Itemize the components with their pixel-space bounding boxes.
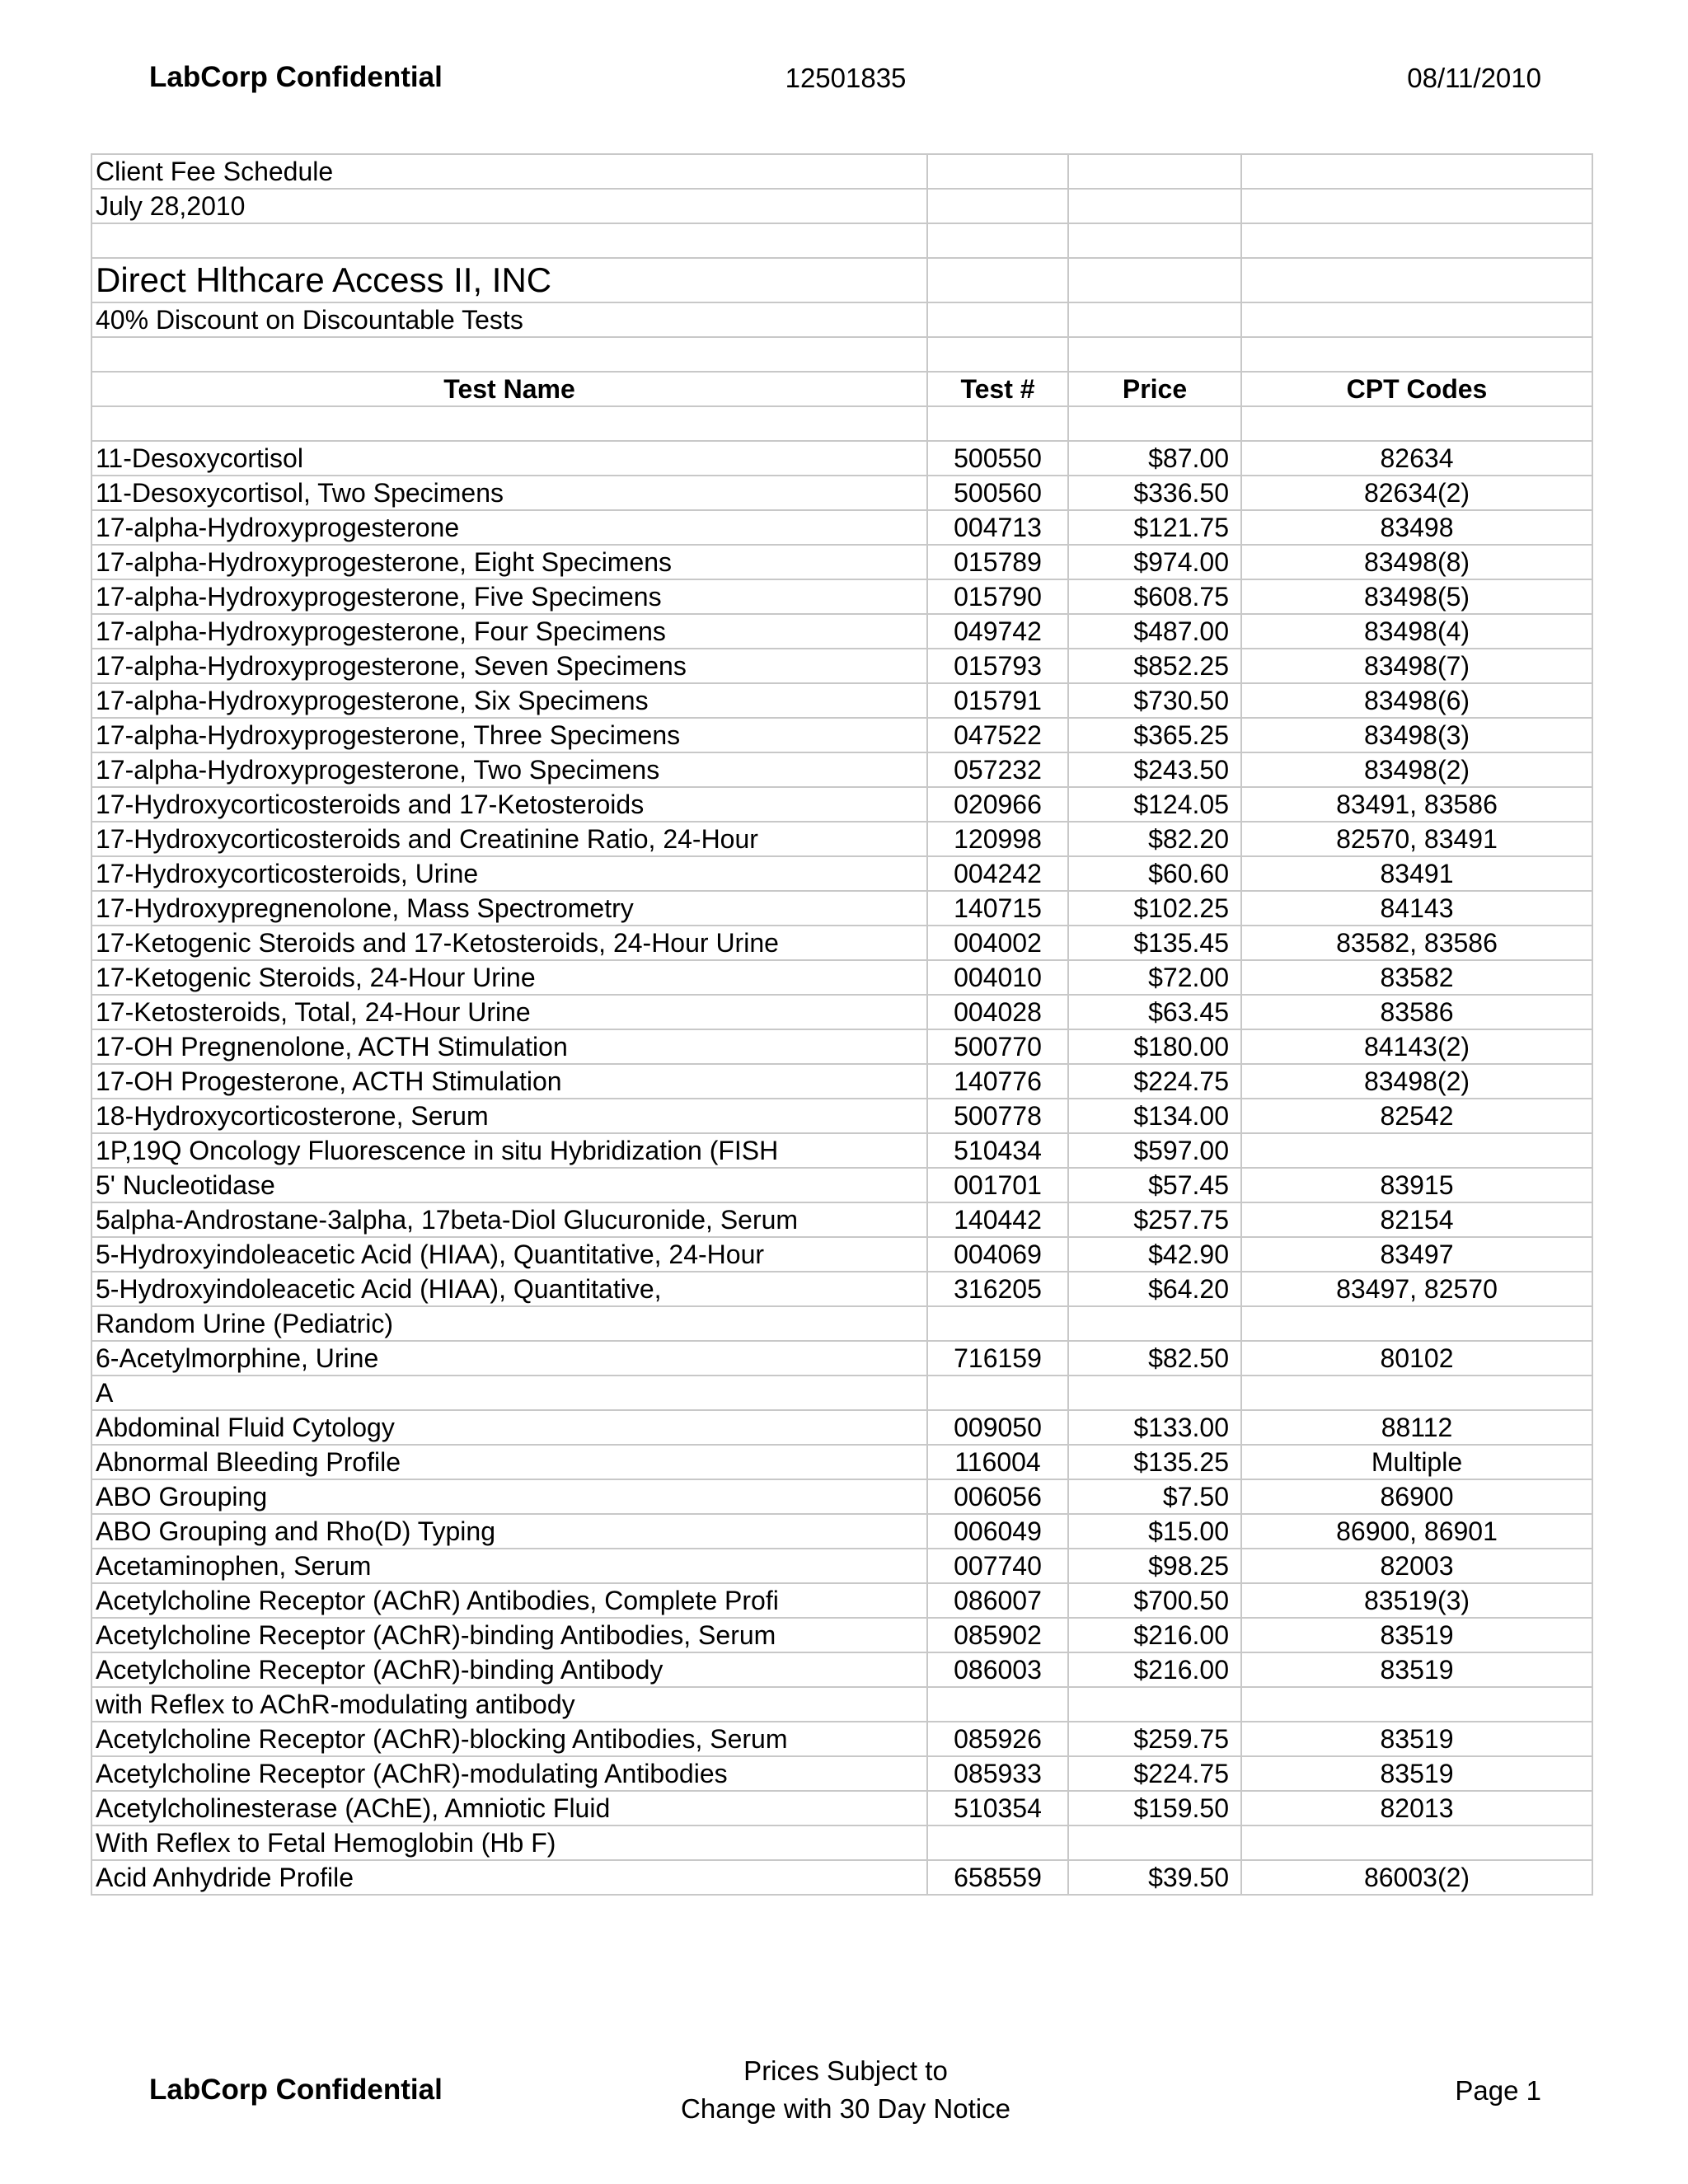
cell-price: $243.50 (1068, 752, 1241, 787)
fee-schedule-table (91, 153, 1593, 1896)
cell-price: $15.00 (1068, 1514, 1241, 1549)
cell-cpt-codes: 83519 (1241, 1618, 1592, 1652)
cell-cpt-codes (1241, 1133, 1592, 1168)
cell-test-number: 015789 (927, 545, 1068, 579)
table-row (91, 614, 1592, 649)
cell-cpt-codes: 83491 (1241, 856, 1592, 891)
cell-price (1068, 1306, 1241, 1341)
cell-test-number: 004028 (927, 995, 1068, 1029)
cell-test-name: Acetylcholine Receptor (AChR)-binding Antibody (91, 1652, 927, 1687)
table-row (91, 926, 1592, 960)
cell-test-number: 658559 (927, 1860, 1068, 1895)
cell-test-number: 085902 (927, 1618, 1068, 1652)
cell-cpt-codes: 86900 (1241, 1479, 1592, 1514)
cell-test-number (927, 1825, 1068, 1860)
cell-test-name: Acid Anhydride Profile (91, 1860, 927, 1895)
discount-note: 40% Discount on Discountable Tests (91, 302, 927, 337)
cell-test-name: Random Urine (Pediatric) (91, 1306, 927, 1341)
cell-test-number: 510354 (927, 1791, 1068, 1825)
cell-cpt-codes: 83497 (1241, 1237, 1592, 1272)
cell-cpt-codes: 83519 (1241, 1652, 1592, 1687)
cell-cpt-codes: 84143 (1241, 891, 1592, 926)
cell-price: $60.60 (1068, 856, 1241, 891)
cell-cpt-codes: 84143(2) (1241, 1029, 1592, 1064)
intro-row-client (91, 258, 1592, 302)
cell-test-name: 5-Hydroxyindoleacetic Acid (HIAA), Quantitative, (91, 1272, 927, 1306)
table-row (91, 1687, 1592, 1722)
table-row (91, 960, 1592, 995)
table-row (91, 1756, 1592, 1791)
cell-test-name: 5-Hydroxyindoleacetic Acid (HIAA), Quantitative, 24-Hour (91, 1237, 927, 1272)
cell-test-number (927, 1687, 1068, 1722)
cell-price: $134.00 (1068, 1099, 1241, 1133)
table-row (91, 1860, 1592, 1895)
footer-notice-line2: Change with 30 Day Notice (681, 2093, 1010, 2124)
cell-test-number: 007740 (927, 1549, 1068, 1583)
column-header-test-number: Test # (927, 372, 1068, 406)
cell-price (1068, 1825, 1241, 1860)
cell-test-number: 015791 (927, 683, 1068, 718)
cell-price: $98.25 (1068, 1549, 1241, 1583)
column-header-test-name: Test Name (91, 372, 927, 406)
intro-row-discount (91, 302, 1592, 337)
cell-test-name: 17-alpha-Hydroxyprogesterone, Five Specimens (91, 579, 927, 614)
blank-row (91, 406, 1592, 441)
cell-cpt-codes: 86003(2) (1241, 1860, 1592, 1895)
cell-cpt-codes (1241, 1376, 1592, 1410)
table-row (91, 1064, 1592, 1099)
cell-cpt-codes: 83915 (1241, 1168, 1592, 1202)
cell-price: $224.75 (1068, 1756, 1241, 1791)
cell-cpt-codes: 83491, 83586 (1241, 787, 1592, 822)
cell-price: $487.00 (1068, 614, 1241, 649)
cell-cpt-codes: 82013 (1241, 1791, 1592, 1825)
cell-test-number: 316205 (927, 1272, 1068, 1306)
cell-cpt-codes: 83586 (1241, 995, 1592, 1029)
cell-cpt-codes: Multiple (1241, 1445, 1592, 1479)
cell-price: $259.75 (1068, 1722, 1241, 1756)
cell-cpt-codes: 83498(5) (1241, 579, 1592, 614)
cell-test-name: 17-alpha-Hydroxyprogesterone, Six Specimens (91, 683, 927, 718)
cell-price (1068, 1687, 1241, 1722)
header-date: 08/11/2010 (1407, 63, 1541, 93)
cell-cpt-codes: 83497, 82570 (1241, 1272, 1592, 1306)
cell-cpt-codes: 83498 (1241, 510, 1592, 545)
cell-test-name: 17-alpha-Hydroxyprogesterone, Three Specimens (91, 718, 927, 752)
cell-test-number: 015790 (927, 579, 1068, 614)
cell-test-name: 17-alpha-Hydroxyprogesterone, Four Specimens (91, 614, 927, 649)
cell-test-name: 17-alpha-Hydroxyprogesterone, Seven Specimens (91, 649, 927, 683)
table-row (91, 1376, 1592, 1410)
table-row (91, 683, 1592, 718)
table-row (91, 1168, 1592, 1202)
cell-price: $700.50 (1068, 1583, 1241, 1618)
cell-test-name: 11-Desoxycortisol, Two Specimens (91, 476, 927, 510)
cell-cpt-codes: 83582 (1241, 960, 1592, 995)
cell-price: $57.45 (1068, 1168, 1241, 1202)
cell-price: $159.50 (1068, 1791, 1241, 1825)
cell-cpt-codes: 82634(2) (1241, 476, 1592, 510)
cell-cpt-codes: 80102 (1241, 1341, 1592, 1376)
cell-test-number: 015793 (927, 649, 1068, 683)
cell-test-number: 500778 (927, 1099, 1068, 1133)
cell-test-name: 17-alpha-Hydroxyprogesterone, Eight Specimens (91, 545, 927, 579)
table-row (91, 441, 1592, 476)
cell-test-number: 006049 (927, 1514, 1068, 1549)
table-row (91, 1099, 1592, 1133)
cell-test-number: 116004 (927, 1445, 1068, 1479)
column-header-row (91, 372, 1592, 406)
schedule-title: Client Fee Schedule (91, 154, 927, 189)
cell-test-name: 5alpha-Androstane-3alpha, 17beta-Diol Glucuronide, Serum (91, 1202, 927, 1237)
cell-test-number: 086007 (927, 1583, 1068, 1618)
table-row (91, 1514, 1592, 1549)
cell-test-name: ABO Grouping (91, 1479, 927, 1514)
cell-cpt-codes: 83498(3) (1241, 718, 1592, 752)
cell-test-number: 004242 (927, 856, 1068, 891)
cell-test-number: 086003 (927, 1652, 1068, 1687)
table-row (91, 1202, 1592, 1237)
cell-test-number: 140715 (927, 891, 1068, 926)
cell-cpt-codes (1241, 1687, 1592, 1722)
cell-price (1068, 1376, 1241, 1410)
cell-test-name: Acetylcholine Receptor (AChR)-blocking Antibodies, Serum (91, 1722, 927, 1756)
cell-test-name: 17-Hydroxypregnenolone, Mass Spectrometry (91, 891, 927, 926)
cell-test-number: 004069 (927, 1237, 1068, 1272)
cell-test-name: Acetylcholine Receptor (AChR)-binding Antibodies, Serum (91, 1618, 927, 1652)
cell-price: $224.75 (1068, 1064, 1241, 1099)
cell-cpt-codes: 83519(3) (1241, 1583, 1592, 1618)
cell-test-number: 085926 (927, 1722, 1068, 1756)
cell-cpt-codes: 83498(2) (1241, 1064, 1592, 1099)
cell-test-name: 5' Nucleotidase (91, 1168, 927, 1202)
header-account-number: 12501835 (785, 63, 907, 93)
cell-cpt-codes (1241, 1825, 1592, 1860)
footer-confidential-label: LabCorp Confidential (149, 2074, 443, 2106)
cell-test-number: 004713 (927, 510, 1068, 545)
cell-test-name: With Reflex to Fetal Hemoglobin (Hb F) (91, 1825, 927, 1860)
cell-cpt-codes: 83582, 83586 (1241, 926, 1592, 960)
intro-row-date (91, 189, 1592, 223)
cell-cpt-codes: 82542 (1241, 1099, 1592, 1133)
table-row (91, 649, 1592, 683)
cell-price: $7.50 (1068, 1479, 1241, 1514)
cell-test-name: Acetylcholine Receptor (AChR) Antibodies, Complete Profi (91, 1583, 927, 1618)
intro-row-title (91, 154, 1592, 189)
table-row (91, 856, 1592, 891)
cell-test-name: 17-OH Pregnenolone, ACTH Stimulation (91, 1029, 927, 1064)
table-row (91, 1410, 1592, 1445)
table-row (91, 1618, 1592, 1652)
table-row (91, 1029, 1592, 1064)
cell-test-name: 1P,19Q Oncology Fluorescence in situ Hybridization (FISH (91, 1133, 927, 1168)
header-confidential-label: LabCorp Confidential (149, 61, 443, 93)
cell-test-number: 020966 (927, 787, 1068, 822)
cell-price: $336.50 (1068, 476, 1241, 510)
table-row (91, 1791, 1592, 1825)
cell-test-number: 001701 (927, 1168, 1068, 1202)
cell-price: $180.00 (1068, 1029, 1241, 1064)
cell-price: $608.75 (1068, 579, 1241, 614)
cell-cpt-codes: 83519 (1241, 1722, 1592, 1756)
cell-price: $121.75 (1068, 510, 1241, 545)
cell-test-number (927, 1376, 1068, 1410)
cell-price: $133.00 (1068, 1410, 1241, 1445)
cell-test-number: 009050 (927, 1410, 1068, 1445)
cell-test-name: with Reflex to AChR-modulating antibody (91, 1687, 927, 1722)
cell-price: $82.50 (1068, 1341, 1241, 1376)
cell-test-number: 049742 (927, 614, 1068, 649)
blank-row (91, 337, 1592, 372)
cell-test-number: 140442 (927, 1202, 1068, 1237)
cell-test-number: 085933 (927, 1756, 1068, 1791)
table-row (91, 1825, 1592, 1860)
cell-cpt-codes: 82003 (1241, 1549, 1592, 1583)
table-row (91, 1306, 1592, 1341)
cell-test-name: A (91, 1376, 927, 1410)
cell-cpt-codes: 83519 (1241, 1756, 1592, 1791)
table-row (91, 1445, 1592, 1479)
cell-price: $82.20 (1068, 822, 1241, 856)
table-row (91, 476, 1592, 510)
cell-cpt-codes: 83498(8) (1241, 545, 1592, 579)
cell-test-number: 140776 (927, 1064, 1068, 1099)
cell-cpt-codes: 83498(2) (1241, 752, 1592, 787)
cell-test-name: 17-alpha-Hydroxyprogesterone, Two Specimens (91, 752, 927, 787)
table-row (91, 1133, 1592, 1168)
cell-test-number (927, 1306, 1068, 1341)
blank-row (91, 223, 1592, 258)
cell-test-number: 004010 (927, 960, 1068, 995)
client-name: Direct Hlthcare Access II, INC (91, 258, 927, 302)
cell-test-name: Abdominal Fluid Cytology (91, 1410, 927, 1445)
table-row (91, 510, 1592, 545)
table-row (91, 1272, 1592, 1306)
cell-price: $72.00 (1068, 960, 1241, 995)
cell-test-name: Abnormal Bleeding Profile (91, 1445, 927, 1479)
cell-test-name: ABO Grouping and Rho(D) Typing (91, 1514, 927, 1549)
cell-price: $974.00 (1068, 545, 1241, 579)
cell-cpt-codes: 86900, 86901 (1241, 1514, 1592, 1549)
column-header-price: Price (1068, 372, 1241, 406)
cell-cpt-codes (1241, 1306, 1592, 1341)
cell-price: $42.90 (1068, 1237, 1241, 1272)
cell-price: $365.25 (1068, 718, 1241, 752)
cell-test-number: 120998 (927, 822, 1068, 856)
cell-cpt-codes: 83498(6) (1241, 683, 1592, 718)
cell-test-name: 17-alpha-Hydroxyprogesterone (91, 510, 927, 545)
cell-test-name: 17-Ketosteroids, Total, 24-Hour Urine (91, 995, 927, 1029)
cell-test-number: 500770 (927, 1029, 1068, 1064)
cell-price: $39.50 (1068, 1860, 1241, 1895)
cell-test-name: 6-Acetylmorphine, Urine (91, 1341, 927, 1376)
cell-price: $64.20 (1068, 1272, 1241, 1306)
table-row (91, 1479, 1592, 1514)
cell-cpt-codes: 83498(7) (1241, 649, 1592, 683)
table-row (91, 545, 1592, 579)
cell-price: $135.45 (1068, 926, 1241, 960)
column-header-cpt-codes: CPT Codes (1241, 372, 1592, 406)
cell-test-number: 057232 (927, 752, 1068, 787)
table-row (91, 1341, 1592, 1376)
table-row (91, 1583, 1592, 1618)
cell-test-number: 716159 (927, 1341, 1068, 1376)
cell-test-number: 510434 (927, 1133, 1068, 1168)
cell-cpt-codes: 82570, 83491 (1241, 822, 1592, 856)
cell-test-number: 500550 (927, 441, 1068, 476)
cell-price: $135.25 (1068, 1445, 1241, 1479)
footer-price-notice (681, 2052, 1010, 2128)
table-row (91, 718, 1592, 752)
cell-test-name: 17-Hydroxycorticosteroids, Urine (91, 856, 927, 891)
cell-test-name: Acetaminophen, Serum (91, 1549, 927, 1583)
cell-price: $730.50 (1068, 683, 1241, 718)
table-row (91, 1549, 1592, 1583)
footer-page-number: Page 1 (1455, 2075, 1541, 2106)
cell-price: $257.75 (1068, 1202, 1241, 1237)
table-row (91, 1237, 1592, 1272)
table-row (91, 579, 1592, 614)
cell-cpt-codes: 83498(4) (1241, 614, 1592, 649)
table-row (91, 787, 1592, 822)
cell-test-name: 17-OH Progesterone, ACTH Stimulation (91, 1064, 927, 1099)
table-row (91, 1722, 1592, 1756)
table-row (91, 1652, 1592, 1687)
cell-price: $216.00 (1068, 1618, 1241, 1652)
cell-cpt-codes: 82154 (1241, 1202, 1592, 1237)
cell-price: $124.05 (1068, 787, 1241, 822)
table-row (91, 891, 1592, 926)
cell-test-number: 004002 (927, 926, 1068, 960)
cell-test-number: 006056 (927, 1479, 1068, 1514)
cell-test-name: 18-Hydroxycorticosterone, Serum (91, 1099, 927, 1133)
cell-test-name: Acetylcholine Receptor (AChR)-modulating Antibodies (91, 1756, 927, 1791)
cell-price: $216.00 (1068, 1652, 1241, 1687)
cell-price: $597.00 (1068, 1133, 1241, 1168)
schedule-date: July 28,2010 (91, 189, 927, 223)
cell-price: $852.25 (1068, 649, 1241, 683)
table-row (91, 752, 1592, 787)
cell-test-name: 17-Hydroxycorticosteroids and Creatinine Ratio, 24-Hour (91, 822, 927, 856)
cell-price: $102.25 (1068, 891, 1241, 926)
table-row (91, 995, 1592, 1029)
cell-test-name: 17-Ketogenic Steroids, 24-Hour Urine (91, 960, 927, 995)
cell-test-name: Acetylcholinesterase (AChE), Amniotic Fluid (91, 1791, 927, 1825)
cell-test-number: 500560 (927, 476, 1068, 510)
cell-price: $87.00 (1068, 441, 1241, 476)
cell-test-name: 11-Desoxycortisol (91, 441, 927, 476)
cell-price: $63.45 (1068, 995, 1241, 1029)
table-row (91, 822, 1592, 856)
cell-cpt-codes: 82634 (1241, 441, 1592, 476)
cell-test-name: 17-Hydroxycorticosteroids and 17-Ketosteroids (91, 787, 927, 822)
cell-test-number: 047522 (927, 718, 1068, 752)
cell-cpt-codes: 88112 (1241, 1410, 1592, 1445)
cell-test-name: 17-Ketogenic Steroids and 17-Ketosteroids, 24-Hour Urine (91, 926, 927, 960)
footer-notice-line1: Prices Subject to (743, 2055, 948, 2086)
